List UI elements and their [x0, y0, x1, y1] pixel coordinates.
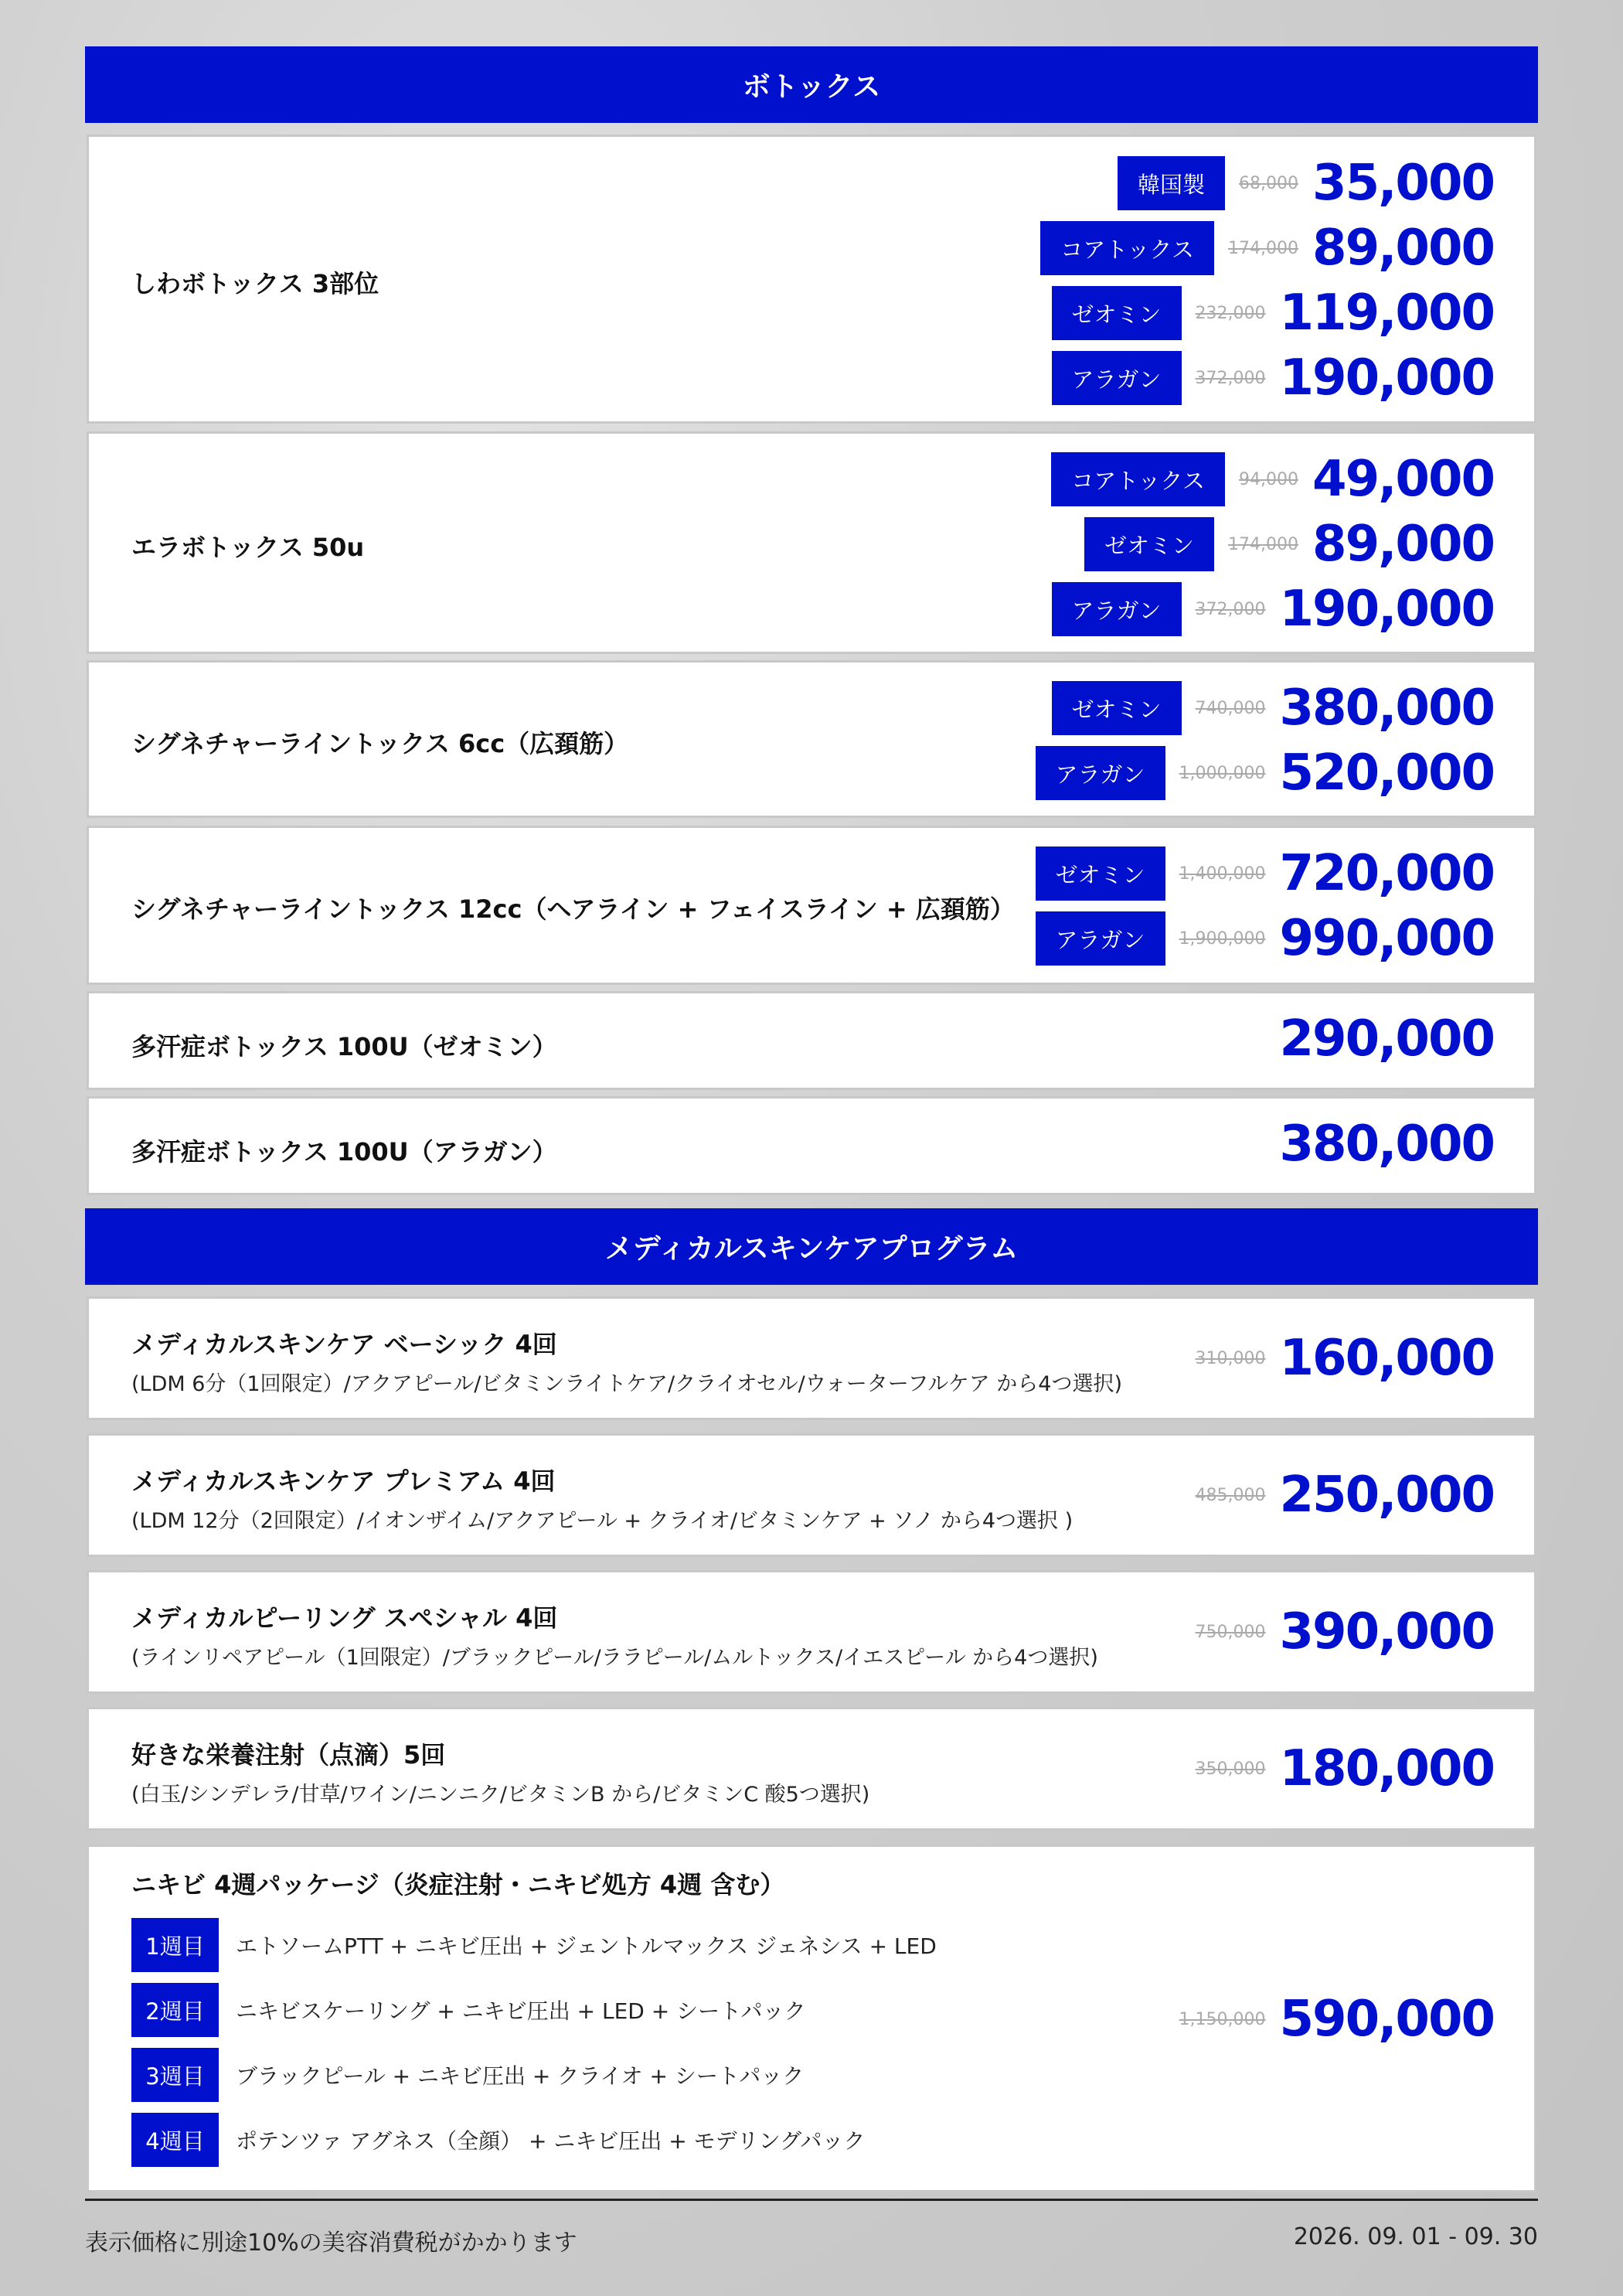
brand-tag: ゼオミン: [1036, 847, 1165, 901]
brand-tag: アラガン: [1052, 351, 1182, 405]
original-price: 1,000,000: [1179, 763, 1266, 783]
week-row: [131, 2048, 804, 2102]
original-price: 350,000: [1195, 1759, 1266, 1779]
price-option: [1051, 452, 1494, 506]
original-price: 1,400,000: [1179, 864, 1266, 884]
program-card-premium: [87, 1433, 1536, 1557]
sale-price: 720,000: [1279, 845, 1494, 902]
price-option: [1036, 847, 1494, 901]
price-option: [1118, 156, 1494, 210]
brand-tag: ゼオミン: [1052, 681, 1182, 735]
price-option: [1036, 746, 1494, 800]
sale-price: 590,000: [1279, 1991, 1494, 2048]
price-option: [1052, 351, 1495, 405]
brand-tag: アラガン: [1052, 582, 1182, 636]
price-option: [1052, 286, 1495, 340]
original-price: 94,000: [1239, 469, 1299, 489]
week-tag: 4週目: [131, 2113, 219, 2167]
sale-price: 160,000: [1279, 1330, 1494, 1387]
week-text: ブラックピール + ニキビ圧出 + クライオ + シートパック: [236, 2063, 805, 2089]
price-option: [1052, 582, 1495, 636]
campaign-period: 2026. 09. 01 - 09. 30: [1293, 2223, 1538, 2250]
program-title: 好きな栄養注射（点滴）5回: [131, 1740, 446, 1770]
section-header-skincare: メディカルスキンケアプログラム: [85, 1208, 1538, 1285]
original-price: 232,000: [1195, 303, 1266, 323]
week-tag: 3週目: [131, 2048, 219, 2102]
price-option: [1040, 221, 1494, 275]
sale-price: 49,000: [1312, 451, 1494, 508]
sale-price: 190,000: [1279, 349, 1494, 407]
week-text: ポテンツァ アグネス（全顔） + ニキビ圧出 + モデリングパック: [236, 2128, 866, 2154]
original-price: 1,900,000: [1179, 928, 1266, 949]
sale-price: 520,000: [1279, 744, 1494, 802]
program-subtitle: (白玉/シンデレラ/甘草/ワイン/ニンニク/ビタミンB から/ビタミンC 酸5つ選択): [131, 1783, 870, 1807]
sale-price: 119,000: [1279, 284, 1494, 342]
program-card-nutrition: [87, 1707, 1536, 1831]
botox-card-wrinkle: [87, 135, 1536, 424]
week-text: ニキビスケーリング + ニキビ圧出 + LED + シートパック: [236, 1998, 806, 2024]
original-price: 372,000: [1195, 599, 1266, 619]
original-price: 485,000: [1195, 1485, 1266, 1505]
sale-price: 35,000: [1312, 155, 1494, 212]
original-price: 174,000: [1228, 534, 1299, 554]
sale-price: 89,000: [1312, 516, 1494, 573]
week-row: [131, 1983, 806, 2037]
brand-tag: アラガン: [1036, 746, 1165, 800]
sale-price: 290,000: [1279, 1010, 1494, 1068]
sale-price: 190,000: [1279, 581, 1494, 638]
item-title: シグネチャーライントックス 6cc（広頚筋）: [131, 729, 629, 758]
item-title: 多汗症ボトックス 100U（ゼオミン）: [131, 1032, 557, 1061]
brand-tag: ゼオミン: [1084, 517, 1214, 571]
original-price: 1,150,000: [1179, 2009, 1266, 2029]
sale-price: 380,000: [1279, 1116, 1494, 1173]
botox-card-signature-12cc: [87, 826, 1536, 985]
sale-price: 180,000: [1279, 1740, 1494, 1797]
price-option: [1052, 681, 1495, 735]
week-row: [131, 1918, 937, 1972]
item-title: しわボトックス 3部位: [131, 269, 379, 298]
botox-card-hyperhidrosis-xeomin: [87, 991, 1536, 1090]
program-subtitle: (ラインリペアピール（1回限定）/ブラックピール/ララピール/ムルトックス/イエスピール から4つ選択): [131, 1646, 1098, 1670]
brand-tag: ゼオミン: [1052, 286, 1182, 340]
botox-card-jaw: [87, 431, 1536, 654]
item-title: シグネチャーライントックス 12cc（ヘアライン + フェイスライン + 広頚筋）: [131, 894, 1015, 924]
program-title: メディカルスキンケア プレミアム 4回: [131, 1467, 556, 1496]
week-row: [131, 2113, 865, 2167]
botox-card-signature-6cc: [87, 660, 1536, 818]
original-price: 750,000: [1195, 1622, 1266, 1642]
program-card-acne: [87, 1845, 1536, 2192]
original-price: 174,000: [1228, 238, 1299, 258]
original-price: 68,000: [1239, 173, 1299, 193]
item-title: 多汗症ボトックス 100U（アラガン）: [131, 1137, 557, 1167]
sale-price: 990,000: [1279, 910, 1494, 967]
week-text: エトソームPTT + ニキビ圧出 + ジェントルマックス ジェネシス + LED: [236, 1933, 937, 1959]
program-subtitle: (LDM 6分（1回限定）/アクアピール/ビタミンライトケア/クライオセル/ウォーターフルケア から4つ選択): [131, 1372, 1123, 1396]
sale-price: 390,000: [1279, 1603, 1494, 1661]
botox-card-hyperhidrosis-allergan: [87, 1096, 1536, 1195]
program-title: メディカルスキンケア ベーシック 4回: [131, 1330, 557, 1359]
program-title: ニキビ 4週パッケージ（炎症注射・ニキビ処方 4週 含む）: [131, 1870, 785, 1899]
week-tag: 2週目: [131, 1983, 219, 2037]
brand-tag: コアトックス: [1040, 221, 1214, 275]
original-price: 372,000: [1195, 368, 1266, 388]
program-card-basic: [87, 1296, 1536, 1420]
sale-price: 250,000: [1279, 1467, 1494, 1524]
footer-divider: [85, 2199, 1538, 2201]
original-price: 310,000: [1195, 1348, 1266, 1368]
program-subtitle: (LDM 12分（2回限定）/イオンザイム/アクアピール + クライオ/ビタミンケア + ソノ から4つ選択 ): [131, 1509, 1073, 1533]
brand-tag: 韓国製: [1118, 156, 1225, 210]
section-header-botox: ボトックス: [85, 46, 1538, 123]
week-tag: 1週目: [131, 1918, 219, 1972]
brand-tag: コアトックス: [1051, 452, 1225, 506]
price-option: [1036, 911, 1494, 966]
original-price: 740,000: [1195, 698, 1266, 718]
tax-note: 表示価格に別途10%の美容消費税がかかります: [85, 2230, 577, 2257]
sale-price: 380,000: [1279, 680, 1494, 737]
sale-price: 89,000: [1312, 220, 1494, 277]
brand-tag: アラガン: [1036, 911, 1165, 966]
program-card-peeling: [87, 1570, 1536, 1694]
item-title: エラボトックス 50u: [131, 533, 365, 562]
price-option: [1084, 517, 1494, 571]
program-title: メディカルピーリング スペシャル 4回: [131, 1603, 558, 1633]
